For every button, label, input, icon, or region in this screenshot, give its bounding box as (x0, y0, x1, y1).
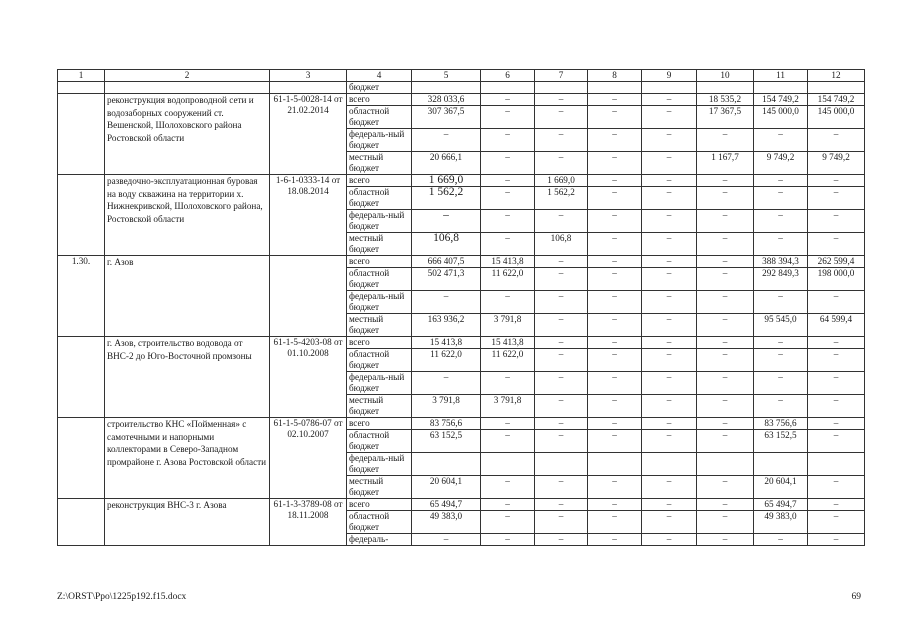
value-cell: – (642, 511, 697, 534)
value-cell: – (535, 372, 588, 395)
value-cell: 83 756,6 (412, 418, 481, 430)
table-row (58, 94, 865, 106)
value-cell: – (412, 372, 481, 395)
value-cell: 3 791,8 (412, 395, 481, 418)
value-cell: – (588, 233, 642, 256)
value-cell: – (535, 291, 588, 314)
value-cell: – (697, 349, 754, 372)
item-number (58, 418, 105, 499)
value-cell: – (642, 418, 697, 430)
value-cell: 1 562,2 (535, 187, 588, 210)
value-cell: – (808, 499, 865, 511)
empty-cell (754, 82, 808, 94)
object-name: г. Азов, строительство водовода от ВНС-2 до Юго-Восточной промзоны (105, 337, 270, 418)
value-cell: – (754, 187, 808, 210)
value-cell: 307 367,5 (412, 106, 481, 129)
value-cell: 20 666,1 (412, 152, 481, 175)
value-cell: – (588, 534, 642, 546)
budget-label: областной бюджет (347, 268, 412, 291)
table-row (58, 337, 865, 349)
value-cell: 63 152,5 (412, 430, 481, 453)
value-cell: 1 167,7 (697, 152, 754, 175)
empty-cell (808, 82, 865, 94)
value-cell: – (588, 372, 642, 395)
empty-cell (270, 82, 347, 94)
value-cell: – (754, 349, 808, 372)
value-cell: – (588, 256, 642, 268)
value-cell: – (808, 337, 865, 349)
value-cell: – (754, 534, 808, 546)
value-cell: – (481, 152, 535, 175)
value-cell: – (642, 175, 697, 187)
registration-code: 61-1-3-3789-08 от 18.11.2008 (270, 499, 347, 546)
value-cell: – (642, 372, 697, 395)
value-cell: – (697, 499, 754, 511)
value-cell: – (481, 430, 535, 453)
budget-label: местный бюджет (347, 152, 412, 175)
value-cell: – (642, 210, 697, 233)
budget-label: местный бюджет (347, 476, 412, 499)
budget-label: местный бюджет (347, 314, 412, 337)
value-cell: 64 599,4 (808, 314, 865, 337)
value-cell: – (642, 430, 697, 453)
value-cell: – (588, 511, 642, 534)
value-cell: – (808, 175, 865, 187)
budget-label: областной бюджет (347, 187, 412, 210)
value-cell: 17 367,5 (697, 106, 754, 129)
table-row (58, 256, 865, 268)
value-cell: – (808, 210, 865, 233)
value-cell: – (642, 291, 697, 314)
value-cell: – (481, 372, 535, 395)
value-cell: 262 599,4 (808, 256, 865, 268)
registration-code: 61-1-5-0028-14 от 21.02.2014 (270, 94, 347, 175)
value-cell: 3 791,8 (481, 395, 535, 418)
column-number: 6 (481, 70, 535, 82)
value-cell: 11 622,0 (412, 349, 481, 372)
registration-code: 1-6-1-0333-14 от 18.08.2014 (270, 175, 347, 256)
value-cell: 9 749,2 (754, 152, 808, 175)
empty-cell (58, 82, 105, 94)
value-cell: – (697, 372, 754, 395)
item-number: 1.30. (58, 256, 105, 337)
value-cell: – (808, 534, 865, 546)
column-number: 9 (642, 70, 697, 82)
object-name: разведочно-эксплуатационная буровая на воду скважина на территории х. Нижнекривской, Шолоховского района, Ростовской области (105, 175, 270, 256)
footer-page-number: 69 (851, 592, 861, 602)
value-cell: – (697, 256, 754, 268)
value-cell: – (588, 395, 642, 418)
value-cell: – (697, 511, 754, 534)
value-cell: – (535, 395, 588, 418)
budget-label: всего (347, 337, 412, 349)
value-cell: – (535, 152, 588, 175)
value-cell: – (754, 210, 808, 233)
column-number: 10 (697, 70, 754, 82)
value-cell: – (642, 349, 697, 372)
column-number: 2 (105, 70, 270, 82)
value-cell: – (481, 418, 535, 430)
value-cell: – (642, 476, 697, 499)
value-cell: – (535, 349, 588, 372)
table-row (58, 418, 865, 430)
value-cell: – (754, 175, 808, 187)
value-cell: – (642, 152, 697, 175)
value-cell: 65 494,7 (754, 499, 808, 511)
value-cell: – (588, 476, 642, 499)
column-number: 7 (535, 70, 588, 82)
value-cell: – (808, 187, 865, 210)
value-cell: – (535, 511, 588, 534)
value-cell (588, 453, 642, 476)
value-cell: – (481, 511, 535, 534)
value-cell: – (535, 129, 588, 152)
object-name: г. Азов (105, 256, 270, 337)
empty-cell (588, 82, 642, 94)
value-cell: – (808, 129, 865, 152)
budget-label: федераль-ный бюджет (347, 129, 412, 152)
value-cell: – (754, 337, 808, 349)
item-number (58, 94, 105, 175)
value-cell: 145 000,0 (808, 106, 865, 129)
value-cell: 20 604,1 (412, 476, 481, 499)
budget-label: всего (347, 256, 412, 268)
budget-label: федераль-ный бюджет (347, 372, 412, 395)
value-cell: 15 413,8 (481, 337, 535, 349)
column-number: 12 (808, 70, 865, 82)
value-cell: – (481, 291, 535, 314)
value-cell: – (481, 233, 535, 256)
value-cell: 11 622,0 (481, 268, 535, 291)
value-cell: – (535, 268, 588, 291)
registration-code (270, 256, 347, 337)
registration-code: 61-1-5-0786-07 от 02.10.2007 (270, 418, 347, 499)
column-number: 1 (58, 70, 105, 82)
table-body (58, 70, 865, 546)
value-cell: 65 494,7 (412, 499, 481, 511)
budget-label: всего (347, 499, 412, 511)
value-cell: 328 033,6 (412, 94, 481, 106)
value-cell: – (697, 337, 754, 349)
value-cell: – (697, 187, 754, 210)
value-cell: – (535, 430, 588, 453)
value-cell: 95 545,0 (754, 314, 808, 337)
budget-label: областной бюджет (347, 511, 412, 534)
value-cell: – (535, 476, 588, 499)
value-cell: – (412, 291, 481, 314)
value-cell: – (535, 534, 588, 546)
value-cell: – (642, 94, 697, 106)
empty-cell (481, 82, 535, 94)
value-cell: – (588, 430, 642, 453)
value-cell: – (588, 418, 642, 430)
continuation-row (58, 82, 865, 94)
value-cell: – (642, 268, 697, 291)
value-cell: 49 383,0 (412, 511, 481, 534)
column-number: 5 (412, 70, 481, 82)
value-cell: – (535, 499, 588, 511)
value-cell: – (588, 291, 642, 314)
value-cell: – (642, 256, 697, 268)
value-cell: – (808, 395, 865, 418)
value-cell (481, 453, 535, 476)
budget-label: федераль-ный бюджет (347, 291, 412, 314)
value-cell: – (754, 372, 808, 395)
value-cell: – (808, 476, 865, 499)
value-cell (697, 453, 754, 476)
value-cell: – (697, 233, 754, 256)
value-cell: – (754, 129, 808, 152)
empty-cell (412, 82, 481, 94)
value-cell: – (697, 395, 754, 418)
value-cell: – (697, 210, 754, 233)
object-name: реконструкция водопроводной сети и водозаборных сооружений ст. Вешенской, Шолоховского района Ростовской области (105, 94, 270, 175)
budget-label: областной бюджет (347, 106, 412, 129)
value-cell: – (642, 499, 697, 511)
column-number: 3 (270, 70, 347, 82)
value-cell: – (808, 418, 865, 430)
object-name: строительство КНС «Пойменная» с самотечными и напорными коллекторами в Северо-Западном промрайоне г. Азова Ростовской области (105, 418, 270, 499)
value-cell: – (697, 418, 754, 430)
value-cell: – (754, 233, 808, 256)
value-cell: 666 407,5 (412, 256, 481, 268)
value-cell: – (754, 395, 808, 418)
object-name: реконструкция ВНС-3 г. Азова (105, 499, 270, 546)
value-cell: – (412, 210, 481, 233)
table-row (58, 175, 865, 187)
value-cell: 15 413,8 (412, 337, 481, 349)
value-cell: – (808, 511, 865, 534)
column-number: 4 (347, 70, 412, 82)
value-cell: 145 000,0 (754, 106, 808, 129)
budget-label: местный бюджет (347, 395, 412, 418)
value-cell: 198 000,0 (808, 268, 865, 291)
value-cell: – (481, 499, 535, 511)
value-cell: – (642, 395, 697, 418)
value-cell (535, 453, 588, 476)
value-cell: – (808, 349, 865, 372)
value-cell: – (481, 175, 535, 187)
value-cell: – (588, 152, 642, 175)
value-cell: – (808, 291, 865, 314)
value-cell: – (697, 268, 754, 291)
value-cell: – (697, 291, 754, 314)
value-cell: – (588, 349, 642, 372)
value-cell: – (588, 499, 642, 511)
value-cell: – (588, 175, 642, 187)
budget-label: всего (347, 418, 412, 430)
value-cell: – (535, 256, 588, 268)
value-cell (754, 453, 808, 476)
value-cell: – (535, 314, 588, 337)
value-cell: 1 669,0 (535, 175, 588, 187)
value-cell: – (481, 476, 535, 499)
column-number: 8 (588, 70, 642, 82)
value-cell: – (412, 534, 481, 546)
value-cell: 83 756,6 (754, 418, 808, 430)
value-cell: 163 936,2 (412, 314, 481, 337)
value-cell: – (642, 534, 697, 546)
empty-cell (642, 82, 697, 94)
value-cell: – (588, 314, 642, 337)
value-cell: 1 669,0 (412, 175, 481, 187)
value-cell: – (535, 94, 588, 106)
value-cell: 3 791,8 (481, 314, 535, 337)
value-cell: – (808, 233, 865, 256)
value-cell: 15 413,8 (481, 256, 535, 268)
value-cell: – (697, 314, 754, 337)
value-cell: – (481, 187, 535, 210)
empty-cell (697, 82, 754, 94)
registration-code: 61-1-5-4203-08 от 01.10.2008 (270, 337, 347, 418)
value-cell: – (481, 210, 535, 233)
value-cell: – (697, 175, 754, 187)
value-cell: 154 749,2 (754, 94, 808, 106)
value-cell: – (642, 187, 697, 210)
value-cell: – (642, 337, 697, 349)
value-cell: – (412, 129, 481, 152)
value-cell: – (642, 106, 697, 129)
value-cell (808, 453, 865, 476)
item-number (58, 499, 105, 546)
value-cell: – (697, 430, 754, 453)
value-cell: – (481, 129, 535, 152)
value-cell (642, 453, 697, 476)
value-cell: – (535, 337, 588, 349)
value-cell: – (808, 430, 865, 453)
item-number (58, 175, 105, 256)
budget-label: федераль- (347, 534, 412, 546)
value-cell: 502 471,3 (412, 268, 481, 291)
value-cell: – (642, 314, 697, 337)
value-cell: – (697, 129, 754, 152)
value-cell: 63 152,5 (754, 430, 808, 453)
value-cell: – (808, 372, 865, 395)
budget-label: всего (347, 94, 412, 106)
value-cell: – (535, 106, 588, 129)
budget-label: бюджет (347, 82, 412, 94)
budget-label: федераль-ный бюджет (347, 453, 412, 476)
value-cell: 292 849,3 (754, 268, 808, 291)
value-cell: – (588, 210, 642, 233)
value-cell: – (697, 476, 754, 499)
value-cell: 49 383,0 (754, 511, 808, 534)
value-cell: 9 749,2 (808, 152, 865, 175)
value-cell: – (588, 94, 642, 106)
value-cell: 106,8 (535, 233, 588, 256)
value-cell: – (481, 534, 535, 546)
value-cell: – (588, 106, 642, 129)
value-cell: – (535, 210, 588, 233)
value-cell: – (481, 94, 535, 106)
value-cell: 1 562,2 (412, 187, 481, 210)
value-cell: – (588, 268, 642, 291)
value-cell: – (642, 129, 697, 152)
value-cell: 154 749,2 (808, 94, 865, 106)
value-cell: – (535, 418, 588, 430)
footer-file-path: Z:\ORST\Ppo\1225p192.f15.docx (57, 592, 187, 602)
value-cell: – (588, 129, 642, 152)
budget-label: всего (347, 175, 412, 187)
value-cell (412, 453, 481, 476)
value-cell: – (481, 106, 535, 129)
value-cell: 106,8 (412, 233, 481, 256)
column-number-row (58, 70, 865, 82)
value-cell: – (697, 534, 754, 546)
value-cell: – (588, 187, 642, 210)
budget-label: областной бюджет (347, 430, 412, 453)
value-cell: – (588, 337, 642, 349)
empty-cell (105, 82, 270, 94)
budget-table (57, 69, 865, 546)
budget-label: местный бюджет (347, 233, 412, 256)
value-cell: – (754, 291, 808, 314)
value-cell: 20 604,1 (754, 476, 808, 499)
value-cell: – (642, 233, 697, 256)
column-number: 11 (754, 70, 808, 82)
empty-cell (535, 82, 588, 94)
table-row (58, 499, 865, 511)
budget-label: областной бюджет (347, 349, 412, 372)
budget-label: федераль-ный бюджет (347, 210, 412, 233)
value-cell: 18 535,2 (697, 94, 754, 106)
value-cell: 11 622,0 (481, 349, 535, 372)
item-number (58, 337, 105, 418)
value-cell: 388 394,3 (754, 256, 808, 268)
